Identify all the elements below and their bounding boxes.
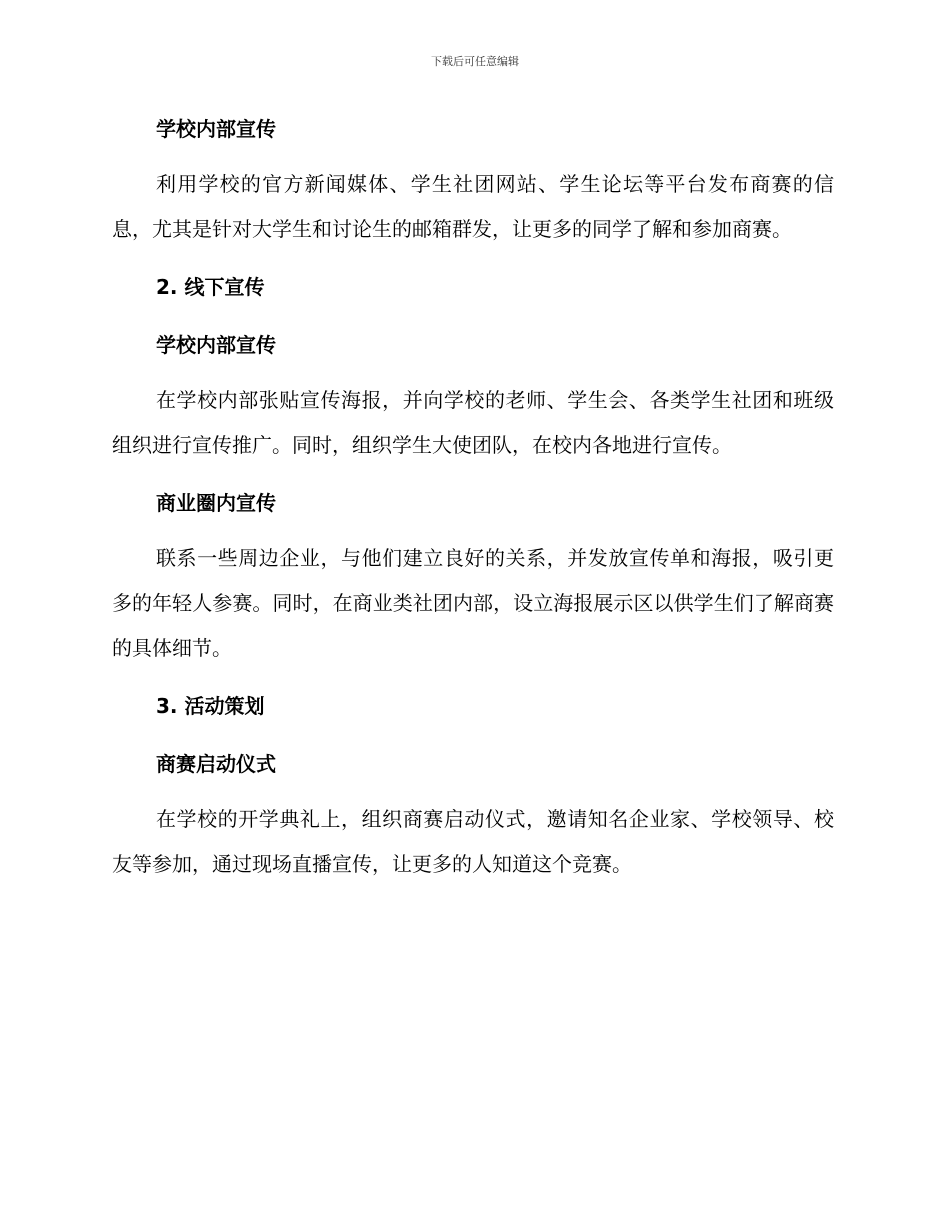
body-paragraph: 联系一些周边企业，与他们建立良好的关系，并发放宣传单和海报，吸引更多的年轻人参赛。同时，在商业类社团内部，设立海报展示区以供学生们了解商赛的具体细节。 <box>112 546 834 660</box>
body-paragraph: 在学校的开学典礼上，组织商赛启动仪式，邀请知名企业家、学校领导、校友等参加，通过现场直播宣传，让更多的人知道这个竞赛。 <box>112 807 834 876</box>
section-heading: 商赛启动仪式 <box>156 752 276 776</box>
page-header: 下载后可任意编辑 <box>431 55 519 68</box>
body-paragraph: 利用学校的官方新闻媒体、学生社团网站、学生论坛等平台发布商赛的信息，尤其是针对大学生和讨论生的邮箱群发，让更多的同学了解和参加商赛。 <box>112 172 834 241</box>
document-body <box>112 110 834 887</box>
section-heading: 学校内部宣传 <box>156 117 276 141</box>
section-heading: 2. 线下宣传 <box>156 275 265 299</box>
section-heading: 商业圈内宣传 <box>156 491 276 515</box>
section-heading: 学校内部宣传 <box>156 333 276 357</box>
section-heading: 3. 活动策划 <box>156 694 265 718</box>
body-paragraph: 在学校内部张贴宣传海报，并向学校的老师、学生会、各类学生社团和班级组织进行宣传推广。同时，组织学生大使团队，在校内各地进行宣传。 <box>112 388 834 457</box>
